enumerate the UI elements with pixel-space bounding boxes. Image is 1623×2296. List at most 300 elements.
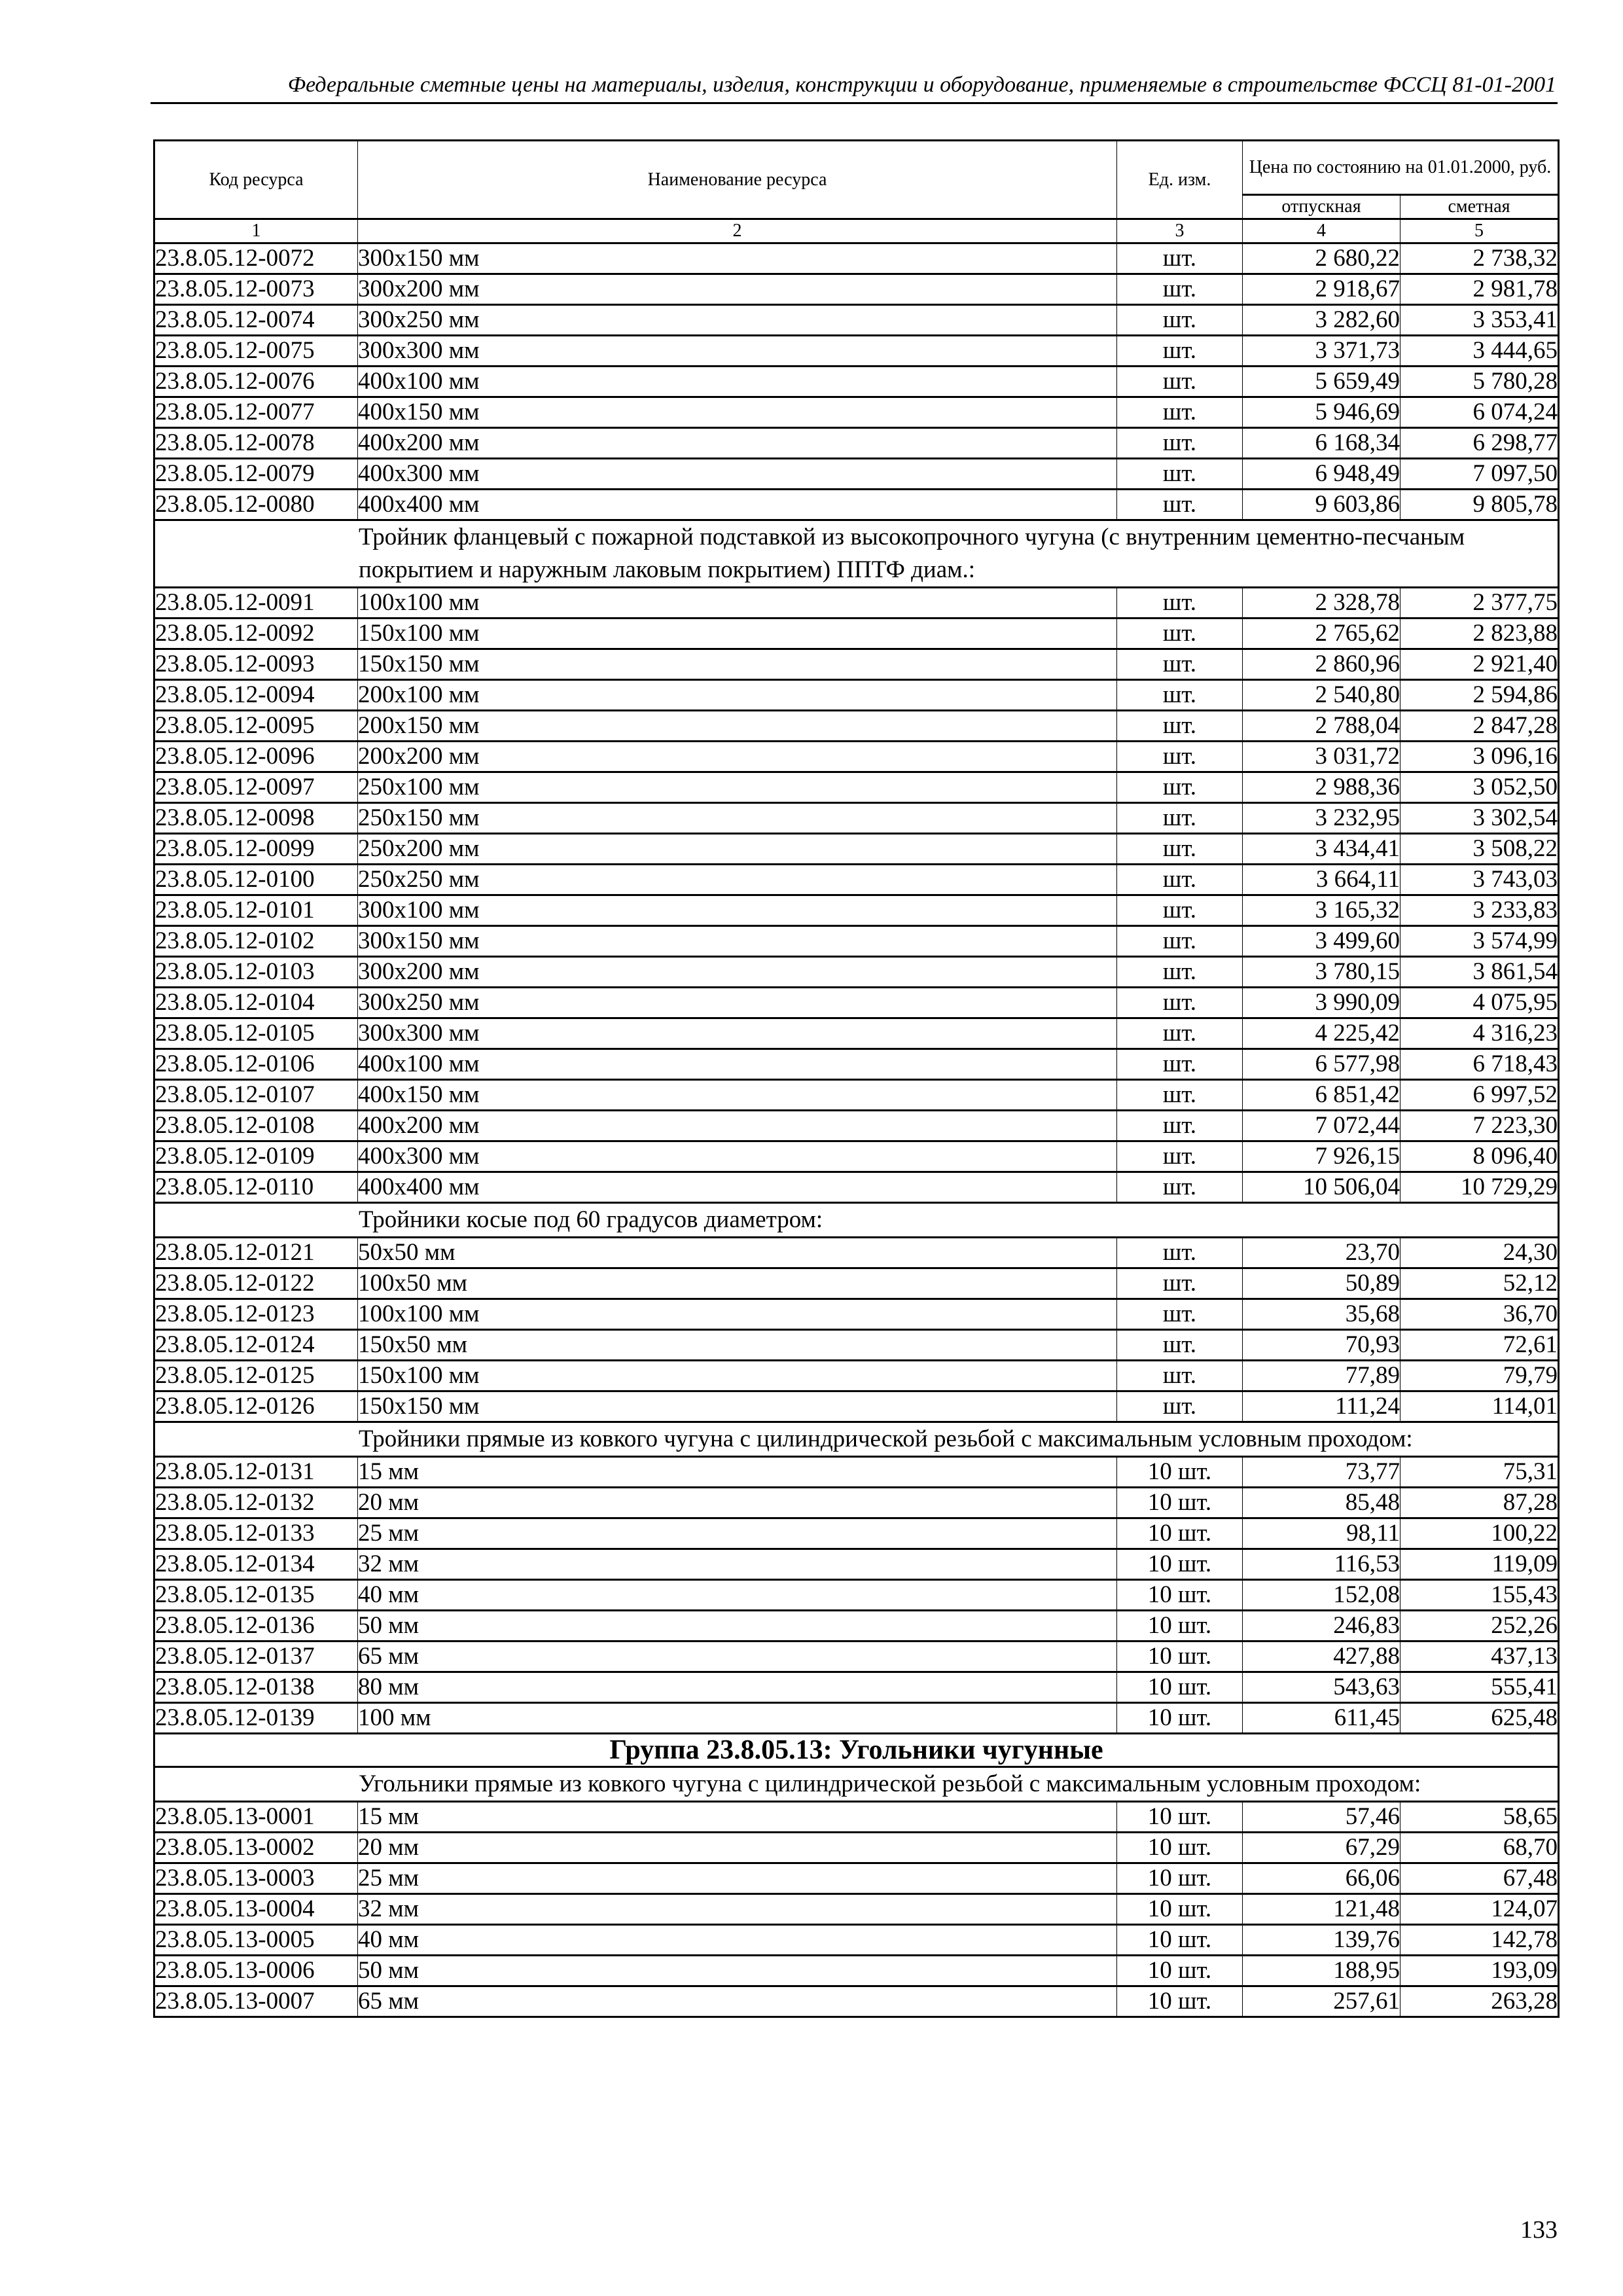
resource-code: 23.8.05.12-0134 [154, 1549, 358, 1580]
resource-name: 300x150 мм [358, 926, 1117, 957]
price-estimate: 2 738,32 [1400, 243, 1559, 274]
price-estimate: 8 096,40 [1400, 1141, 1559, 1172]
resource-name: 100x100 мм [358, 588, 1117, 619]
unit-of-measure: 10 шт. [1117, 1925, 1243, 1956]
price-estimate: 193,09 [1400, 1956, 1559, 1986]
table-row [154, 243, 1559, 274]
table-row [154, 428, 1559, 459]
unit-of-measure: 10 шт. [1117, 1580, 1243, 1611]
price-release: 3 499,60 [1243, 926, 1400, 957]
unit-of-measure: шт. [1117, 1080, 1243, 1111]
resource-name: 80 мм [358, 1672, 1117, 1703]
table-row [154, 1391, 1559, 1422]
resource-name: 300x250 мм [358, 988, 1117, 1018]
table-row [154, 588, 1559, 619]
table-row [154, 957, 1559, 988]
price-estimate: 36,70 [1400, 1299, 1559, 1330]
resource-code: 23.8.05.12-0121 [154, 1238, 358, 1268]
unit-of-measure: шт. [1117, 1111, 1243, 1141]
header-name: Наименование ресурса [358, 141, 1117, 219]
resource-code: 23.8.05.13-0004 [154, 1894, 358, 1925]
running-header: Федеральные сметные цены на материалы, изделия, конструкции и оборудование, применяемые в строительстве ФССЦ 81-01-2001 [287, 73, 1556, 97]
table-row [154, 459, 1559, 490]
page-number: 133 [1520, 2216, 1558, 2244]
table-row [154, 742, 1559, 772]
unit-of-measure: 10 шт. [1117, 1488, 1243, 1518]
price-estimate: 24,30 [1400, 1238, 1559, 1268]
unit-of-measure: шт. [1117, 1361, 1243, 1391]
table-row [154, 1049, 1559, 1080]
unit-of-measure: 10 шт. [1117, 1956, 1243, 1986]
unit-of-measure: шт. [1117, 988, 1243, 1018]
unit-of-measure: шт. [1117, 865, 1243, 895]
resource-code: 23.8.05.12-0138 [154, 1672, 358, 1703]
resource-code: 23.8.05.12-0132 [154, 1488, 358, 1518]
price-estimate: 4 316,23 [1400, 1018, 1559, 1049]
resource-name: 15 мм [358, 1802, 1117, 1833]
table-row [154, 1580, 1559, 1611]
price-estimate: 3 233,83 [1400, 895, 1559, 926]
resource-name: 400x100 мм [358, 367, 1117, 397]
table-row [154, 274, 1559, 305]
column-number: 1 [154, 219, 358, 243]
resource-name: 150x50 мм [358, 1330, 1117, 1361]
price-estimate: 3 444,65 [1400, 336, 1559, 367]
header-price-group: Цена по состоянию на 01.01.2000, руб. [1243, 141, 1559, 195]
resource-name: 200x200 мм [358, 742, 1117, 772]
price-estimate: 67,48 [1400, 1863, 1559, 1894]
table-row [154, 1611, 1559, 1641]
unit-of-measure: шт. [1117, 588, 1243, 619]
subsection-heading: Тройник фланцевый с пожарной подставкой из высокопрочного чугуна (с внутренним цементно-песчаным покрытием и наружным лаковым покрытием) ППТФ диам.: [154, 520, 1559, 588]
price-estimate: 437,13 [1400, 1641, 1559, 1672]
price-release: 121,48 [1243, 1894, 1400, 1925]
table-row [154, 1925, 1559, 1956]
price-release: 6 851,42 [1243, 1080, 1400, 1111]
unit-of-measure: шт. [1117, 1268, 1243, 1299]
unit-of-measure: шт. [1117, 649, 1243, 680]
resource-code: 23.8.05.13-0006 [154, 1956, 358, 1986]
header-price-estimate: сметная [1400, 195, 1559, 219]
table-row [154, 1268, 1559, 1299]
price-estimate: 3 743,03 [1400, 865, 1559, 895]
resource-name: 50 мм [358, 1611, 1117, 1641]
price-release: 427,88 [1243, 1641, 1400, 1672]
price-release: 9 603,86 [1243, 490, 1400, 520]
resource-code: 23.8.05.12-0105 [154, 1018, 358, 1049]
price-release: 7 926,15 [1243, 1141, 1400, 1172]
unit-of-measure: 10 шт. [1117, 1672, 1243, 1703]
unit-of-measure: шт. [1117, 619, 1243, 649]
price-estimate: 142,78 [1400, 1925, 1559, 1956]
resource-name: 400x150 мм [358, 397, 1117, 428]
price-estimate: 3 861,54 [1400, 957, 1559, 988]
price-estimate: 6 298,77 [1400, 428, 1559, 459]
resource-name: 200x100 мм [358, 680, 1117, 711]
price-release: 67,29 [1243, 1833, 1400, 1863]
table-row [154, 1457, 1559, 1488]
resource-name: 250x100 мм [358, 772, 1117, 803]
resource-name: 300x100 мм [358, 895, 1117, 926]
resource-name: 50x50 мм [358, 1238, 1117, 1268]
price-release: 35,68 [1243, 1299, 1400, 1330]
price-estimate: 3 302,54 [1400, 803, 1559, 834]
resource-name: 400x400 мм [358, 1172, 1117, 1203]
resource-code: 23.8.05.12-0094 [154, 680, 358, 711]
unit-of-measure: шт. [1117, 1172, 1243, 1203]
price-release: 111,24 [1243, 1391, 1400, 1422]
resource-code: 23.8.05.12-0073 [154, 274, 358, 305]
resource-name: 400x200 мм [358, 428, 1117, 459]
price-estimate: 2 377,75 [1400, 588, 1559, 619]
unit-of-measure: шт. [1117, 459, 1243, 490]
table-row [154, 1111, 1559, 1141]
price-release: 70,93 [1243, 1330, 1400, 1361]
price-release: 23,70 [1243, 1238, 1400, 1268]
unit-of-measure: 10 шт. [1117, 1611, 1243, 1641]
resource-code: 23.8.05.12-0096 [154, 742, 358, 772]
subsection-heading-row [154, 1422, 1559, 1457]
price-estimate: 7 097,50 [1400, 459, 1559, 490]
price-release: 139,76 [1243, 1925, 1400, 1956]
resource-name: 300x300 мм [358, 1018, 1117, 1049]
resource-code: 23.8.05.12-0108 [154, 1111, 358, 1141]
price-table [153, 139, 1560, 2018]
price-release: 3 664,11 [1243, 865, 1400, 895]
resource-code: 23.8.05.12-0095 [154, 711, 358, 742]
price-estimate: 68,70 [1400, 1833, 1559, 1863]
price-estimate: 6 074,24 [1400, 397, 1559, 428]
resource-code: 23.8.05.13-0005 [154, 1925, 358, 1956]
price-release: 7 072,44 [1243, 1111, 1400, 1141]
table-row [154, 1986, 1559, 2017]
unit-of-measure: 10 шт. [1117, 1833, 1243, 1863]
resource-code: 23.8.05.12-0131 [154, 1457, 358, 1488]
resource-code: 23.8.05.12-0098 [154, 803, 358, 834]
resource-code: 23.8.05.12-0124 [154, 1330, 358, 1361]
price-estimate: 625,48 [1400, 1703, 1559, 1734]
price-release: 2 918,67 [1243, 274, 1400, 305]
table-row [154, 1172, 1559, 1203]
resource-name: 25 мм [358, 1863, 1117, 1894]
unit-of-measure: шт. [1117, 490, 1243, 520]
resource-name: 250x250 мм [358, 865, 1117, 895]
table-row [154, 803, 1559, 834]
subsection-heading: Тройники косые под 60 градусов диаметром: [154, 1203, 1559, 1238]
resource-code: 23.8.05.12-0072 [154, 243, 358, 274]
resource-code: 23.8.05.12-0079 [154, 459, 358, 490]
resource-name: 400x200 мм [358, 1111, 1117, 1141]
unit-of-measure: 10 шт. [1117, 1549, 1243, 1580]
price-release: 6 577,98 [1243, 1049, 1400, 1080]
resource-code: 23.8.05.13-0001 [154, 1802, 358, 1833]
resource-code: 23.8.05.12-0110 [154, 1172, 358, 1203]
resource-name: 150x150 мм [358, 649, 1117, 680]
resource-code: 23.8.05.12-0103 [154, 957, 358, 988]
unit-of-measure: 10 шт. [1117, 1894, 1243, 1925]
resource-name: 100x100 мм [358, 1299, 1117, 1330]
price-release: 2 988,36 [1243, 772, 1400, 803]
unit-of-measure: шт. [1117, 367, 1243, 397]
subsection-heading: Угольники прямые из ковкого чугуна с цилиндрической резьбой с максимальным условным проходом: [154, 1767, 1559, 1802]
price-release: 6 948,49 [1243, 459, 1400, 490]
table-body [154, 243, 1559, 2017]
table-row [154, 895, 1559, 926]
price-estimate: 114,01 [1400, 1391, 1559, 1422]
table-row [154, 1956, 1559, 1986]
header-rule [151, 102, 1558, 104]
price-estimate: 155,43 [1400, 1580, 1559, 1611]
resource-name: 400x150 мм [358, 1080, 1117, 1111]
header-code: Код ресурса [154, 141, 358, 219]
table-row [154, 1018, 1559, 1049]
table-row [154, 1672, 1559, 1703]
table-row [154, 1299, 1559, 1330]
price-estimate: 6 997,52 [1400, 1080, 1559, 1111]
resource-code: 23.8.05.12-0100 [154, 865, 358, 895]
resource-code: 23.8.05.12-0101 [154, 895, 358, 926]
price-estimate: 5 780,28 [1400, 367, 1559, 397]
table-row [154, 988, 1559, 1018]
price-estimate: 2 594,86 [1400, 680, 1559, 711]
price-estimate: 10 729,29 [1400, 1172, 1559, 1203]
price-estimate: 87,28 [1400, 1488, 1559, 1518]
resource-code: 23.8.05.12-0091 [154, 588, 358, 619]
price-estimate: 7 223,30 [1400, 1111, 1559, 1141]
table-row [154, 1238, 1559, 1268]
resource-code: 23.8.05.13-0007 [154, 1986, 358, 2017]
resource-code: 23.8.05.12-0075 [154, 336, 358, 367]
resource-name: 100x50 мм [358, 1268, 1117, 1299]
price-release: 6 168,34 [1243, 428, 1400, 459]
table-row [154, 1361, 1559, 1391]
price-release: 188,95 [1243, 1956, 1400, 1986]
price-release: 3 165,32 [1243, 895, 1400, 926]
price-estimate: 2 981,78 [1400, 274, 1559, 305]
table-row [154, 336, 1559, 367]
price-release: 66,06 [1243, 1863, 1400, 1894]
resource-name: 32 мм [358, 1894, 1117, 1925]
price-estimate: 2 823,88 [1400, 619, 1559, 649]
price-release: 246,83 [1243, 1611, 1400, 1641]
resource-code: 23.8.05.12-0106 [154, 1049, 358, 1080]
table-row [154, 1330, 1559, 1361]
price-release: 2 540,80 [1243, 680, 1400, 711]
price-estimate: 79,79 [1400, 1361, 1559, 1391]
price-release: 5 659,49 [1243, 367, 1400, 397]
column-number: 5 [1400, 219, 1559, 243]
unit-of-measure: шт. [1117, 243, 1243, 274]
resource-code: 23.8.05.12-0074 [154, 305, 358, 336]
resource-code: 23.8.05.13-0003 [154, 1863, 358, 1894]
unit-of-measure: шт. [1117, 397, 1243, 428]
price-release: 2 328,78 [1243, 588, 1400, 619]
price-estimate: 9 805,78 [1400, 490, 1559, 520]
price-release: 611,45 [1243, 1703, 1400, 1734]
resource-code: 23.8.05.12-0135 [154, 1580, 358, 1611]
column-number: 3 [1117, 219, 1243, 243]
price-estimate: 2 921,40 [1400, 649, 1559, 680]
resource-code: 23.8.05.12-0139 [154, 1703, 358, 1734]
table-row [154, 865, 1559, 895]
unit-of-measure: шт. [1117, 305, 1243, 336]
resource-name: 40 мм [358, 1925, 1117, 1956]
price-release: 3 371,73 [1243, 336, 1400, 367]
price-estimate: 100,22 [1400, 1518, 1559, 1549]
price-estimate: 52,12 [1400, 1268, 1559, 1299]
resource-name: 15 мм [358, 1457, 1117, 1488]
price-estimate: 555,41 [1400, 1672, 1559, 1703]
price-release: 152,08 [1243, 1580, 1400, 1611]
resource-name: 400x300 мм [358, 1141, 1117, 1172]
resource-name: 65 мм [358, 1641, 1117, 1672]
subsection-heading-row [154, 1767, 1559, 1802]
resource-name: 65 мм [358, 1986, 1117, 2017]
resource-code: 23.8.05.12-0133 [154, 1518, 358, 1549]
resource-name: 300x200 мм [358, 957, 1117, 988]
resource-name: 200x150 мм [358, 711, 1117, 742]
price-estimate: 3 096,16 [1400, 742, 1559, 772]
price-release: 98,11 [1243, 1518, 1400, 1549]
resource-name: 40 мм [358, 1580, 1117, 1611]
subsection-heading: Тройники прямые из ковкого чугуна с цилиндрической резьбой с максимальным условным проходом: [154, 1422, 1559, 1457]
resource-code: 23.8.05.12-0109 [154, 1141, 358, 1172]
unit-of-measure: шт. [1117, 336, 1243, 367]
unit-of-measure: шт. [1117, 1018, 1243, 1049]
resource-name: 32 мм [358, 1549, 1117, 1580]
resource-name: 25 мм [358, 1518, 1117, 1549]
price-estimate: 3 574,99 [1400, 926, 1559, 957]
resource-name: 300x200 мм [358, 274, 1117, 305]
table-row [154, 1641, 1559, 1672]
unit-of-measure: шт. [1117, 803, 1243, 834]
unit-of-measure: шт. [1117, 711, 1243, 742]
price-estimate: 3 508,22 [1400, 834, 1559, 865]
price-estimate: 119,09 [1400, 1549, 1559, 1580]
price-release: 57,46 [1243, 1802, 1400, 1833]
table-row [154, 367, 1559, 397]
group-heading-row [154, 1734, 1559, 1767]
table-row [154, 619, 1559, 649]
price-estimate: 124,07 [1400, 1894, 1559, 1925]
table-row [154, 490, 1559, 520]
table-row [154, 1518, 1559, 1549]
price-estimate: 252,26 [1400, 1611, 1559, 1641]
column-number: 2 [358, 219, 1117, 243]
price-estimate: 4 075,95 [1400, 988, 1559, 1018]
unit-of-measure: шт. [1117, 1238, 1243, 1268]
unit-of-measure: шт. [1117, 1299, 1243, 1330]
resource-name: 20 мм [358, 1488, 1117, 1518]
table-row [154, 711, 1559, 742]
table-row [154, 680, 1559, 711]
unit-of-measure: шт. [1117, 1391, 1243, 1422]
price-release: 77,89 [1243, 1361, 1400, 1391]
price-release: 73,77 [1243, 1457, 1400, 1488]
price-release: 3 282,60 [1243, 305, 1400, 336]
table-row [154, 397, 1559, 428]
price-release: 3 434,41 [1243, 834, 1400, 865]
header-unit: Ед. изм. [1117, 141, 1243, 219]
price-release: 2 765,62 [1243, 619, 1400, 649]
unit-of-measure: 10 шт. [1117, 1457, 1243, 1488]
table-row [154, 926, 1559, 957]
resource-name: 250x150 мм [358, 803, 1117, 834]
resource-name: 400x300 мм [358, 459, 1117, 490]
table-row [154, 772, 1559, 803]
group-heading: Группа 23.8.05.13: Угольники чугунные [154, 1734, 1559, 1767]
price-estimate: 75,31 [1400, 1457, 1559, 1488]
unit-of-measure: шт. [1117, 772, 1243, 803]
table-row [154, 1703, 1559, 1734]
price-release: 257,61 [1243, 1986, 1400, 2017]
unit-of-measure: шт. [1117, 834, 1243, 865]
resource-code: 23.8.05.12-0097 [154, 772, 358, 803]
price-release: 50,89 [1243, 1268, 1400, 1299]
unit-of-measure: шт. [1117, 895, 1243, 926]
price-estimate: 58,65 [1400, 1802, 1559, 1833]
table-row [154, 649, 1559, 680]
price-release: 85,48 [1243, 1488, 1400, 1518]
table-row [154, 834, 1559, 865]
unit-of-measure: 10 шт. [1117, 1863, 1243, 1894]
price-release: 3 990,09 [1243, 988, 1400, 1018]
resource-name: 50 мм [358, 1956, 1117, 1986]
resource-name: 400x400 мм [358, 490, 1117, 520]
price-estimate: 2 847,28 [1400, 711, 1559, 742]
resource-code: 23.8.05.12-0107 [154, 1080, 358, 1111]
resource-code: 23.8.05.12-0102 [154, 926, 358, 957]
resource-code: 23.8.05.12-0076 [154, 367, 358, 397]
unit-of-measure: шт. [1117, 742, 1243, 772]
resource-code: 23.8.05.12-0104 [154, 988, 358, 1018]
table-row [154, 1488, 1559, 1518]
price-release: 5 946,69 [1243, 397, 1400, 428]
resource-name: 100 мм [358, 1703, 1117, 1734]
resource-code: 23.8.05.12-0125 [154, 1361, 358, 1391]
unit-of-measure: шт. [1117, 1049, 1243, 1080]
table-row [154, 1802, 1559, 1833]
price-release: 3 232,95 [1243, 803, 1400, 834]
resource-code: 23.8.05.12-0122 [154, 1268, 358, 1299]
resource-code: 23.8.05.12-0099 [154, 834, 358, 865]
price-estimate: 72,61 [1400, 1330, 1559, 1361]
unit-of-measure: шт. [1117, 957, 1243, 988]
unit-of-measure: шт. [1117, 926, 1243, 957]
resource-name: 400x100 мм [358, 1049, 1117, 1080]
table-row [154, 1863, 1559, 1894]
resource-name: 150x150 мм [358, 1391, 1117, 1422]
unit-of-measure: шт. [1117, 1330, 1243, 1361]
price-release: 2 860,96 [1243, 649, 1400, 680]
price-release: 10 506,04 [1243, 1172, 1400, 1203]
price-release: 2 680,22 [1243, 243, 1400, 274]
unit-of-measure: 10 шт. [1117, 1703, 1243, 1734]
resource-code: 23.8.05.12-0126 [154, 1391, 358, 1422]
unit-of-measure: шт. [1117, 680, 1243, 711]
price-release: 543,63 [1243, 1672, 1400, 1703]
resource-code: 23.8.05.12-0123 [154, 1299, 358, 1330]
table-row [154, 1549, 1559, 1580]
price-release: 4 225,42 [1243, 1018, 1400, 1049]
unit-of-measure: 10 шт. [1117, 1641, 1243, 1672]
table-row [154, 305, 1559, 336]
table-row [154, 1833, 1559, 1863]
resource-name: 300x300 мм [358, 336, 1117, 367]
resource-code: 23.8.05.12-0093 [154, 649, 358, 680]
resource-name: 300x250 мм [358, 305, 1117, 336]
unit-of-measure: шт. [1117, 274, 1243, 305]
